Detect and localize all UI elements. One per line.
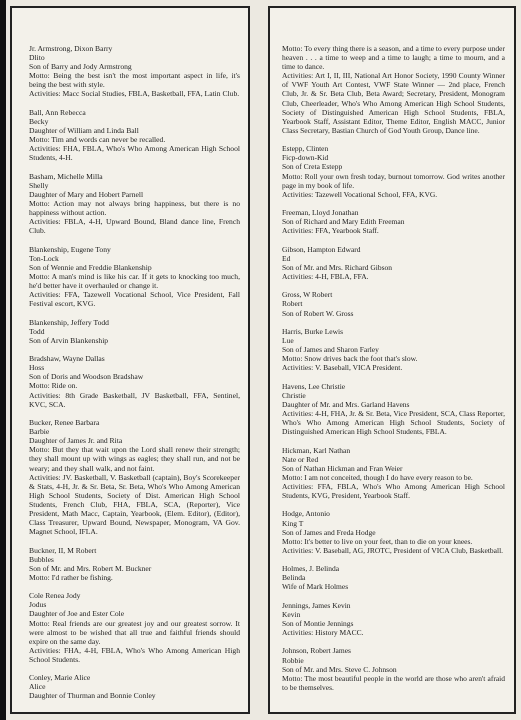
entry-line: Motto: The most beautiful people in the world are those who aren't afraid to be themselves. <box>282 673 505 692</box>
entry-line: Daughter of Mr. and Mrs. Garland Havens <box>282 399 410 409</box>
entry-line: Motto: Ride on. <box>29 381 78 391</box>
entry-line: Gibson, Hampton Edward <box>282 244 361 254</box>
entry-line: Hickman, Karl Nathan <box>282 445 351 455</box>
entry-line: Activities: V. Baseball, VICA President. <box>282 363 403 373</box>
entry-line: Motto: Being the best isn't the most important aspect in life, it's being the best with style. <box>29 71 240 90</box>
senior-entry <box>282 601 505 637</box>
entry-line: Activities: FBLA, 4-H, Upward Bound, Bland dance line, French Club. <box>29 217 240 236</box>
entry-line: Activities: 4-H, FHA, Jr. & Sr. Beta, Vice President, SCA, Class Reporter, Who's Who Among American High School Students, Society of Distinguished American High School Students, FBLA. <box>282 408 505 437</box>
entry-line: Freeman, Lloyd Jonathan <box>282 208 359 218</box>
senior-entry <box>282 245 505 281</box>
entry-line: Christie <box>282 390 306 400</box>
entry-line: Johnson, Robert James <box>282 646 351 656</box>
entry-line: Jennings, James Kevin <box>282 600 351 610</box>
entry-line: Basham, Michelle Milla <box>29 171 103 181</box>
entry-line: Robert <box>282 299 303 309</box>
entry-line: Wife of Mark Holmes <box>282 582 349 592</box>
senior-entry <box>29 673 240 700</box>
entry-line: Activities: Tazewell Vocational School, FFA, KVG. <box>282 189 438 199</box>
senior-entry <box>282 208 505 235</box>
entry-line: Motto: But they that wait upon the Lord shall renew their strength; they shall mount up with wings as eagles; they shall run, and not be weary; and they shall walk, and not faint. <box>29 445 240 473</box>
entry-line: Robbie <box>282 655 304 665</box>
entry-line: Shelly <box>29 180 49 190</box>
senior-entry <box>29 108 240 163</box>
entry-line: Son of Arvin Blankenship <box>29 335 109 345</box>
page-spine-shadow <box>0 0 6 720</box>
entry-line: Son of James and Freda Hodge <box>282 527 376 537</box>
entry-line: Daughter of Thurman and Bonnie Conley <box>29 691 156 701</box>
entry-line: Motto: Action may not always bring happiness, but there is no happiness without action. <box>29 199 240 218</box>
entry-line: Havens, Lee Christie <box>282 381 346 391</box>
entry-line: Daughter of Joe and Ester Cole <box>29 609 125 619</box>
entry-line: Motto: I am not conceited, though I do have every reason to be. <box>282 472 473 482</box>
entry-line: Hoss <box>29 363 45 373</box>
entry-line: Conley, Marie Alice <box>29 673 91 683</box>
senior-entry <box>282 509 505 554</box>
entry-line: Nate or Red <box>282 454 319 464</box>
entry-line: Son of Barry and Jody Armstrong <box>29 62 132 72</box>
entry-line: Motto: I'd rather be fishing. <box>29 572 113 582</box>
entry-line: Buckner, II, M Robert <box>29 545 97 555</box>
entry-line: Son of Mr. and Mrs. Robert M. Buckner <box>29 563 152 573</box>
entry-line: Estepp, Clinten <box>282 144 329 154</box>
entry-line: Activities: Art I, II, III, National Art Honor Society, 1990 County Winner of VWF Youth Art Contest, VWF State Winner — 2nd place, French Club, Jr. & Sr. Beta Club, Beta Award; Secretary, President, Monogram Club, Cheerleader, Who's Who Among American High School Students, Society of Distinguished American High School Students, FBLA, Yearbook Staff, Assistant Editor, Theme Editor, English MACC, Junior Class Secretary, Bastian Church of God Youth Group, Dance line. <box>282 71 505 135</box>
entry-line: Bradshaw, Wayne Dallas <box>29 354 105 364</box>
entry-line: Alice <box>29 682 46 692</box>
entry-line: Jodus <box>29 600 47 610</box>
entry-line: Ball, Ann Rebecca <box>29 107 86 117</box>
entry-line: Activities: JV. Basketball, V. Basketball (captain), Boy's Scorekeeper & Stats, 4-H, Jr. & Sr. Beta, Sr. Beta, Who's Who Among American High School Students, Society of Dist. American High School Students, French Club, FHA, FBLA, SCA, (Reporter), Vice President, Math Macc, Captain, Yearbook, (Elem. Editor), (Editor), Class Treasurer, Upward Bound, Newspaper, Monogram, VA Gov. Magnet School, IFLA. <box>29 472 240 537</box>
entry-line: Activities: Macc Social Studies, FBLA, Basketball, FFA, Latin Club. <box>29 89 240 99</box>
senior-entry <box>282 327 505 372</box>
entry-line: Son of Mr. and Mrs. Richard Gibson <box>282 262 392 272</box>
entry-line: Activities: FFA, Yearbook Staff. <box>282 226 379 236</box>
entry-line: Kevin <box>282 609 301 619</box>
entry-line: Son of Montie Jennings <box>282 618 354 628</box>
entry-line: Gross, W Robert <box>282 290 333 300</box>
left-column <box>10 6 250 714</box>
entry-line: Daughter of Mary and Hobert Parnell <box>29 189 144 199</box>
entry-line: Motto: A man's mind is like his car. If it gets to knocking too much, he'd better have it overhauled or change it. <box>29 271 240 291</box>
entry-line: Son of Nathan Hickman and Fran Weier <box>282 463 403 473</box>
entry-line: Activities: FHA, FBLA, Who's Who Among American High School Students, 4-H. <box>29 144 240 163</box>
entry-line: Activities: FHA, 4-H, FBLA, Who's Who Among American High School Students. <box>29 645 240 664</box>
entry-line: Bucker, Renee Barbara <box>29 418 100 428</box>
senior-entry <box>282 44 505 135</box>
entry-line: Barbie <box>29 427 50 437</box>
entry-line: Jr. Armstrong, Dixon Barry <box>29 44 113 53</box>
entry-line: Ton-Lock <box>29 253 59 263</box>
senior-entry <box>29 245 240 309</box>
senior-entry <box>282 382 505 437</box>
entry-line: Son of Richard and Mary Edith Freeman <box>282 217 405 227</box>
entry-line: Motto: To every thing there is a season, and a time to every purpose under heaven . . . a time to weep and a time to laugh; a time to mourn, and a time to dance. <box>282 44 505 72</box>
entry-line: Hodge, Antonio <box>282 509 330 519</box>
entry-line: Activities: 4-H, FBLA, FFA. <box>282 271 369 281</box>
entry-line: Motto: Snow drives back the foot that's slow. <box>282 354 418 364</box>
entry-line: Cole Renea Jody <box>29 591 81 601</box>
senior-entry <box>29 172 240 236</box>
entry-line: Belinda <box>282 573 306 583</box>
entry-line: Blankenship, Eugene Tony <box>29 244 111 254</box>
senior-entry <box>282 564 505 591</box>
senior-entry <box>282 646 505 691</box>
entry-line: Son of Mr. and Mrs. Steve C. Johnson <box>282 664 397 674</box>
entry-line: Son of Creta Estepp <box>282 162 343 172</box>
entry-line: Motto: Roll your own fresh today, burnout tomorrow. God writes another page in my book of life. <box>282 171 505 190</box>
entry-line: Motto: Tim and words can never be recalled. <box>29 135 166 145</box>
entry-line: Son of James and Sharon Farley <box>282 345 379 355</box>
senior-entry <box>282 144 505 199</box>
entry-line: Blankenship, Jeffery Todd <box>29 317 109 327</box>
entry-line: Daughter of William and Linda Ball <box>29 126 139 136</box>
senior-entry <box>29 318 240 345</box>
entry-line: Son of Robert W. Gross <box>282 308 354 318</box>
entry-line: Holmes, J. Belinda <box>282 564 340 574</box>
entry-line: Bubbles <box>29 554 54 564</box>
entry-line: Lue <box>282 336 294 346</box>
entry-line: Harris, Burke Lewis <box>282 326 344 336</box>
entry-line: Becky <box>29 116 49 126</box>
entry-line: Activities: History MACC. <box>282 628 364 638</box>
entry-line: Motto: Real friends are our greatest joy and our greatest sorrow. It were almost to be wished that all true and faithful friends should expire on the same day. <box>29 618 240 646</box>
entry-line: Dlito <box>29 53 45 63</box>
entry-line: King T <box>282 518 304 528</box>
senior-entry <box>29 44 240 99</box>
entry-line: Activities: FFA, Tazewell Vocational School, Vice President, Fall Festival escort, KVG. <box>29 290 240 309</box>
senior-entry <box>282 446 505 501</box>
entry-line: Ficp-down-Kid <box>282 153 329 163</box>
entry-line: Activities: V. Baseball, AG, JROTC, President of VICA Club, Basketball. <box>282 545 504 555</box>
senior-entry <box>282 290 505 317</box>
entry-line: Todd <box>29 326 45 336</box>
senior-entry <box>29 546 240 582</box>
senior-entry <box>29 418 240 536</box>
entry-line: Daughter of James Jr. and Rita <box>29 436 123 446</box>
entry-line: Ed <box>282 253 291 263</box>
entry-line: Motto: It's better to live on your feet, than to die on your knees. <box>282 536 473 546</box>
entry-line: Activities: 8th Grade Basketball, JV Basketball, FFA, Sentinel, KVC, SCA. <box>29 390 240 409</box>
senior-entry <box>29 591 240 664</box>
entry-line: Son of Doris and Woodson Bradshaw <box>29 372 144 382</box>
right-column <box>268 6 516 714</box>
senior-entry <box>29 354 240 409</box>
entry-line: Activities: FFA, FBLA, Who's Who Among American High School Students, KVG, President, Yearbook Staff. <box>282 481 505 501</box>
entry-line: Son of Wennie and Freddie Blankenship <box>29 262 152 272</box>
